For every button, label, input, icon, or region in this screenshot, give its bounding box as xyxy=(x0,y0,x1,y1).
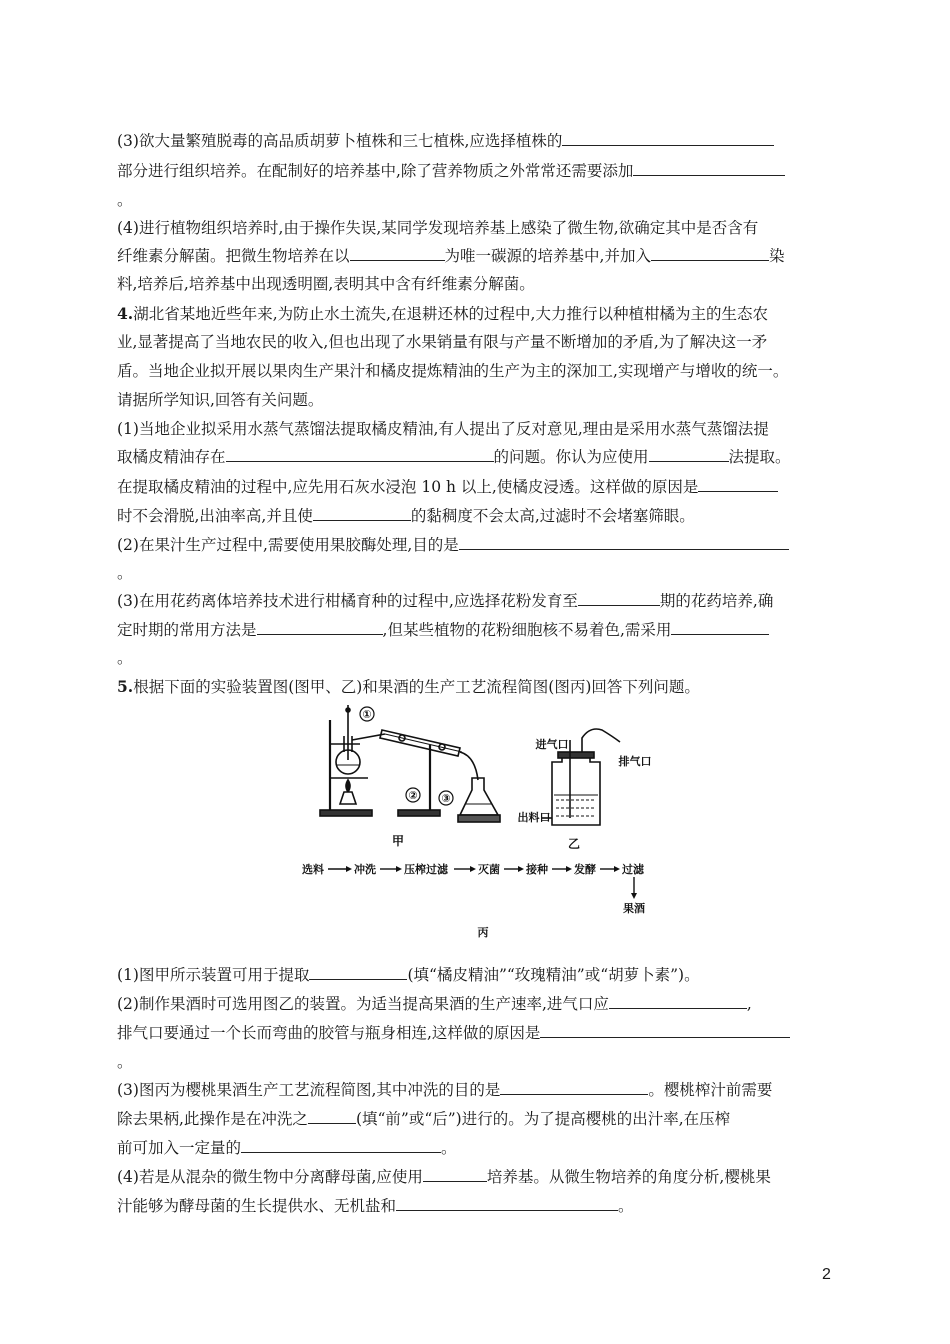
q4-p1-line3: 在提取橘皮精油的过程中,应先用石灰水浸泡 10 h 以上,使橘皮浸透。这样做的原因是 xyxy=(117,477,778,497)
svg-text:①: ① xyxy=(362,708,372,721)
answer-blank[interactable] xyxy=(578,591,660,606)
question-number: 4. xyxy=(117,304,134,323)
q4-p3-line1: (3)在用花药离体培养技术进行柑橘育种的过程中,应选择花粉发育至 期的花药培养,确 xyxy=(117,592,774,610)
q4-p3-line3: 。 xyxy=(117,649,133,667)
inlet-label: 进气口 xyxy=(535,738,569,751)
flow-end: 果酒 xyxy=(623,902,645,915)
q4-p1-line1: (1)当地企业拟采用水蒸气蒸馏法提取橘皮精油,有人提出了反对意见,理由是采用水蒸气蒸馏法提 xyxy=(117,420,769,438)
answer-blank[interactable] xyxy=(633,161,785,176)
q5-p3-line3: 前可加入一定量的 。 xyxy=(117,1139,457,1157)
answer-blank[interactable] xyxy=(423,1167,487,1182)
flow-step: 选料 xyxy=(302,863,324,876)
page-number: 2 xyxy=(822,1266,831,1283)
label-jia: 甲 xyxy=(391,834,405,848)
answer-blank[interactable] xyxy=(396,1196,618,1211)
stand-base xyxy=(398,810,440,816)
answer-blank[interactable] xyxy=(562,131,774,146)
answer-blank[interactable] xyxy=(309,965,407,980)
answer-blank[interactable] xyxy=(241,1138,441,1153)
q3-p4-line2: 纤维素分解菌。把微生物培养在以 为唯一碳源的培养基中,并加入 染 xyxy=(117,247,785,265)
answer-blank[interactable] xyxy=(649,447,729,462)
flow-step: 接种 xyxy=(526,863,548,876)
answer-blank[interactable] xyxy=(609,994,747,1009)
exhaust-label: 排气口 xyxy=(618,755,652,768)
q4-line4: 请据所学知识,回答有关问题。 xyxy=(117,391,324,409)
stand-base xyxy=(320,810,372,816)
label-bing: 丙 xyxy=(477,926,489,939)
answer-blank[interactable] xyxy=(350,246,445,261)
q4-p1-line4: 时不会滑脱,出油率高,并且使 的黏稠度不会太高,过滤时不会堵塞筛眼。 xyxy=(117,507,695,525)
marker-2 xyxy=(406,788,420,802)
answer-blank[interactable] xyxy=(313,506,411,521)
alcohol-lamp xyxy=(340,792,356,804)
distillation-apparatus xyxy=(320,705,500,822)
answer-blank[interactable] xyxy=(500,1080,648,1095)
condenser xyxy=(380,730,460,756)
q4-p1-line2: 取橘皮精油存在 的问题。你认为应使用 法提取。 xyxy=(117,448,791,466)
q3-p4-line1: (4)进行植物组织培养时,由于操作失误,某同学发现培养基上感染了微生物,欲确定其中是否含有 xyxy=(117,219,759,237)
q3-p3-line1: (3)欲大量繁殖脱毒的高品质胡萝卜植株和三七植株,应选择植株的 xyxy=(117,131,774,151)
q4-line3: 盾。当地企业拟开展以果肉生产果汁和橘皮提炼精油的生产为主的深加工,实现增产与增收的统一。 xyxy=(117,362,789,380)
answer-blank[interactable] xyxy=(698,477,778,492)
outlet-label: 出料口 xyxy=(517,811,551,824)
q4-line2: 业,显著提高了当地农民的收入,但也出现了水果销量有限与产量不断增加的矛盾,为了解决这一矛 xyxy=(117,333,768,351)
q5-p4-line2: 汁能够为酵母菌的生长提供水、无机盐和 。 xyxy=(117,1197,634,1215)
q5-p2-line2: 排气口要通过一个长而弯曲的胶管与瓶身相连,这样做的原因是 xyxy=(117,1023,790,1043)
q5-line1: 5.根据下面的实验装置图(图甲、乙)和果酒的生产工艺流程简图(图丙)回答下列问题。 xyxy=(117,677,700,696)
marker-3 xyxy=(439,791,453,805)
q5-p2-line1: (2)制作果酒时可选用图乙的装置。为适当提高果酒的生产速率,进气口应 , xyxy=(117,995,752,1013)
answer-blank[interactable] xyxy=(651,246,769,261)
q3-p3-line2: 部分进行组织培养。在配制好的培养基中,除了营养物质之外常常还需要添加 xyxy=(117,161,785,181)
experiment-figure xyxy=(290,700,660,945)
answer-blank[interactable] xyxy=(671,620,769,635)
answer-blank[interactable] xyxy=(257,620,383,635)
q3-p4-line3: 料,培养后,培养基中出现透明圈,表明其中含有纤维素分解菌。 xyxy=(117,275,535,293)
flow-step: 灭菌 xyxy=(478,863,500,876)
flask-stand xyxy=(458,815,500,822)
answer-blank[interactable] xyxy=(226,447,494,462)
flow-step: 压榨过滤 xyxy=(404,863,448,876)
answer-blank[interactable] xyxy=(308,1109,356,1124)
q5-p3-line1: (3)图丙为樱桃果酒生产工艺流程简图,其中冲洗的目的是 。樱桃榨汁前需要 xyxy=(117,1081,773,1099)
q4-line1: 4.湖北省某地近些年来,为防止水土流失,在退耕还林的过程中,大力推行以种植柑橘为主的生态农 xyxy=(117,304,768,323)
answer-blank[interactable] xyxy=(459,535,789,550)
process-flow xyxy=(302,862,645,915)
q3-p3-line3: 。 xyxy=(117,191,133,209)
flow-step: 发酵 xyxy=(574,863,596,876)
label-yi: 乙 xyxy=(567,837,581,851)
svg-text:③: ③ xyxy=(441,792,451,805)
marker-1 xyxy=(360,707,374,721)
q5-p4-line1: (4)若是从混杂的微生物中分离酵母菌,应使用 培养基。从微生物培养的角度分析,樱桃果 xyxy=(117,1168,771,1186)
q4-p2-line1: (2)在果汁生产过程中,需要使用果胶酶处理,目的是 xyxy=(117,535,789,555)
q5-p1-line1: (1)图甲所示装置可用于提取 (填“橘皮精油”“玫瑰精油”或“胡萝卜素”)。 xyxy=(117,966,700,984)
receiving-flask xyxy=(460,778,498,815)
flow-step: 过滤 xyxy=(622,863,644,876)
q5-p3-line2: 除去果柄,此操作是在冲洗之 (填“前”或“后”)进行的。为了提高樱桃的出汁率,在压榨 xyxy=(117,1110,731,1128)
flow-step: 冲洗 xyxy=(354,863,376,876)
question-number: 5. xyxy=(117,677,134,696)
q4-p3-line2: 定时期的常用方法是 ,但某些植物的花粉细胞核不易着色,需采用 xyxy=(117,620,769,640)
svg-text:②: ② xyxy=(408,789,418,802)
q5-p2-line3: 。 xyxy=(117,1053,133,1071)
q4-p2-line2: 。 xyxy=(117,564,133,582)
answer-blank[interactable] xyxy=(540,1023,790,1038)
